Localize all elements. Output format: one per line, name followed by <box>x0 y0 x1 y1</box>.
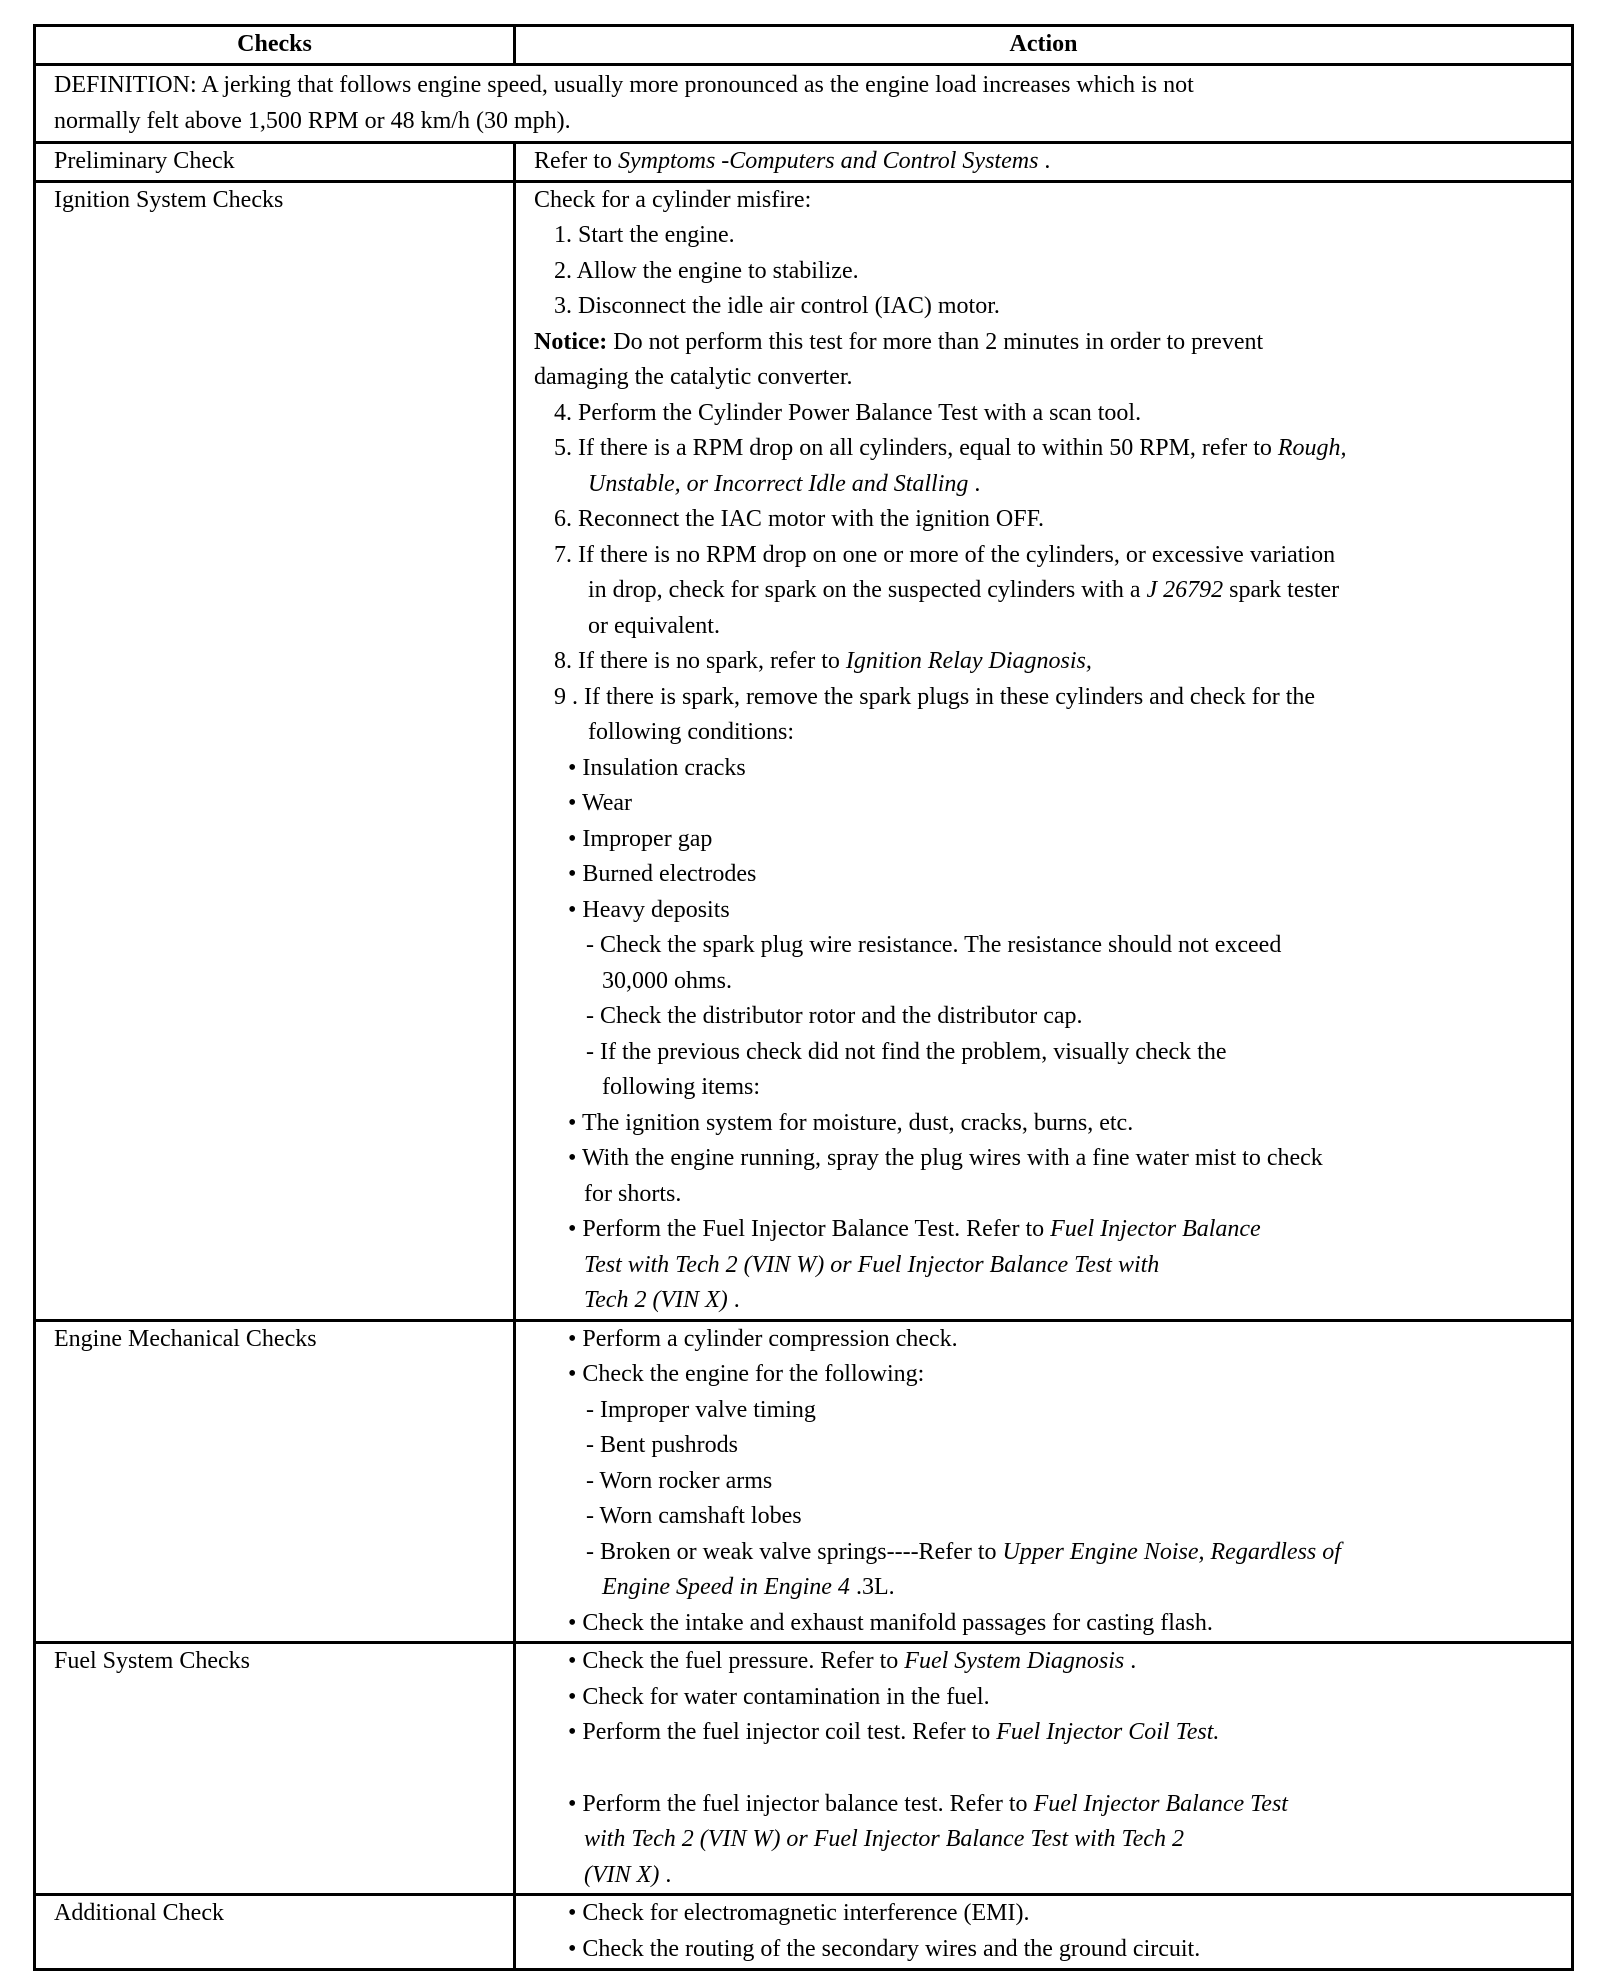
ignition-check-label: Ignition System Checks <box>35 181 515 1320</box>
ignition-notice-line-2: damaging the catalytic converter. <box>534 364 853 390</box>
engine-valve-timing: - Improper valve timing <box>586 1396 816 1423</box>
fuel-injector-coil <box>534 1715 1563 1751</box>
header-row <box>35 26 1573 65</box>
item-injector-text: • Perform the Fuel Injector Balance Test. Refer to <box>568 1216 1051 1242</box>
preliminary-check-label: Preliminary Check <box>35 143 515 182</box>
fuel-water-contamination: • Check for water contamination in the fuel. <box>568 1683 990 1710</box>
definition-row <box>35 65 1573 143</box>
item-injector-reference-part-1: Fuel Injector Balance <box>1050 1216 1261 1242</box>
ignition-step-7-end: or equivalent. <box>588 612 720 639</box>
additional-action <box>515 1895 1573 1970</box>
engine-manifold-passages: • Check the intake and exhaust manifold passages for casting flash. <box>568 1609 1213 1636</box>
fuel-row <box>35 1643 1573 1895</box>
engine-action <box>515 1320 1573 1643</box>
fuel-pressure-end: . <box>1124 1648 1137 1674</box>
preliminary-refer-prefix: Refer to <box>534 148 618 174</box>
step-5-reference-part-1: Rough, <box>1277 435 1347 461</box>
step-5-text: 5. If there is a RPM drop on all cylinders, equal to within 50 RPM, refer to <box>554 435 1278 461</box>
preliminary-action <box>515 143 1573 182</box>
ignition-step-1: 1. Start the engine. <box>554 222 735 248</box>
condition-insulation-cracks: • Insulation cracks <box>568 754 746 781</box>
fuel-check-label: Fuel System Checks <box>35 1643 515 1895</box>
additional-secondary-wires: • Check the routing of the secondary wires and the ground circuit. <box>568 1935 1201 1962</box>
definition-line-1: DEFINITION: A jerking that follows engine speed, usually more pronounced as the engine load increases which is not <box>54 72 1194 98</box>
preliminary-row <box>35 143 1573 182</box>
condition-wear: • Wear <box>568 790 632 816</box>
step-7-tool-suffix: spark tester <box>1223 577 1340 603</box>
condition-improper-gap: • Improper gap <box>568 825 713 852</box>
fuel-injector-balance-end <box>534 1858 1563 1894</box>
preliminary-refer-suffix: . <box>1038 148 1051 174</box>
step-8-reference: Ignition Relay Diagnosis, <box>845 648 1092 674</box>
ignition-step-9: 9 . If there is spark, remove the spark plugs in these cylinders and check for the <box>554 683 1316 710</box>
valve-springs-end: .3L. <box>849 1574 895 1600</box>
engine-camshaft-lobes: - Worn camshaft lobes <box>586 1503 802 1529</box>
step-7-tool-number: J 26792 <box>1146 577 1224 603</box>
ignition-intro: Check for a cylinder misfire: <box>534 186 812 213</box>
notice-label: Notice: <box>534 328 608 355</box>
definition-line-2: normally felt above 1,500 RPM or 48 km/h (30 mph). <box>54 107 571 134</box>
step-7-text: in drop, check for spark on the suspected cylinders with a <box>588 577 1147 603</box>
engine-check-label: Engine Mechanical Checks <box>35 1320 515 1643</box>
ignition-step-5-cont <box>534 467 1563 503</box>
step-8-text: 8. If there is no spark, refer to <box>554 648 846 674</box>
valve-springs-reference-part-1: Upper Engine Noise, Regardless of <box>1002 1538 1341 1565</box>
fuel-injector-balance-text: • Perform the fuel injector balance test. Refer to <box>568 1790 1034 1817</box>
ignition-notice <box>534 325 1563 361</box>
fuel-injector-balance-reference-part-1: Fuel Injector Balance Test <box>1033 1790 1288 1817</box>
item-injector-reference-part-2: Test with Tech 2 (VIN W) or Fuel Injector Balance Test with <box>584 1251 1160 1278</box>
engine-row <box>35 1320 1573 1643</box>
item-water-mist-cont: for shorts. <box>584 1180 682 1207</box>
step-5-end: . <box>968 470 981 497</box>
ignition-step-7-cont <box>534 573 1563 609</box>
ignition-action <box>515 181 1573 1320</box>
ignition-step-3: 3. Disconnect the idle air control (IAC) motor. <box>554 293 1000 319</box>
engine-check-following: • Check the engine for the following: <box>568 1361 925 1387</box>
item-injector-end: . <box>727 1287 740 1313</box>
condition-burned-electrodes: • Burned electrodes <box>568 861 757 887</box>
ignition-step-6: 6. Reconnect the IAC motor with the ignition OFF. <box>554 506 1045 532</box>
step-5-reference-part-2: Unstable, or Incorrect Idle and Stalling <box>588 470 969 497</box>
engine-valve-springs-cont <box>534 1570 1563 1606</box>
fuel-injector-balance-reference-part-3: (VIN X) <box>584 1861 660 1888</box>
checks-header: Checks <box>35 26 515 65</box>
engine-bent-pushrods: - Bent pushrods <box>586 1432 738 1458</box>
engine-compression: • Perform a cylinder compression check. <box>568 1325 958 1352</box>
sub-check-distributor: - Check the distributor rotor and the distributor cap. <box>586 1003 1083 1029</box>
preliminary-reference-link: Symptoms -Computers and Control Systems <box>617 148 1039 174</box>
sub-check-visual-cont: following items: <box>602 1074 760 1100</box>
engine-valve-springs <box>534 1535 1563 1571</box>
diagnosis-table <box>33 24 1574 1971</box>
item-injector-reference-end <box>534 1283 1563 1319</box>
item-water-mist: • With the engine running, spray the plug wires with a fine water mist to check <box>568 1145 1323 1171</box>
ignition-step-8 <box>534 644 1563 680</box>
fuel-injector-balance-suffix: . <box>659 1861 672 1888</box>
fuel-spacer <box>534 1751 1563 1787</box>
item-injector-balance <box>534 1212 1563 1248</box>
item-injector-reference-part-3: Tech 2 (VIN X) <box>584 1287 728 1313</box>
fuel-action <box>515 1643 1573 1895</box>
action-header: Action <box>515 26 1573 65</box>
fuel-pressure-reference: Fuel System Diagnosis <box>904 1648 1125 1674</box>
ignition-step-4: 4. Perform the Cylinder Power Balance Test with a scan tool. <box>554 399 1142 426</box>
fuel-injector-balance <box>534 1787 1563 1823</box>
fuel-pressure <box>534 1644 1563 1680</box>
sub-check-wire-resistance: - Check the spark plug wire resistance. The resistance should not exceed <box>586 932 1282 958</box>
fuel-injector-coil-text: • Perform the fuel injector coil test. Refer to <box>568 1719 997 1745</box>
fuel-pressure-text: • Check the fuel pressure. Refer to <box>568 1648 905 1674</box>
ignition-step-9-cont: following conditions: <box>588 719 794 745</box>
fuel-injector-balance-reference-part-2: with Tech 2 (VIN W) or Fuel Injector Balance Test with Tech 2 <box>584 1826 1184 1852</box>
valve-springs-reference-part-2: Engine Speed in Engine 4 <box>602 1574 850 1600</box>
additional-check-label: Additional Check <box>35 1895 515 1970</box>
engine-rocker-arms: - Worn rocker arms <box>586 1467 773 1494</box>
additional-row <box>35 1895 1573 1970</box>
sub-check-visual: - If the previous check did not find the problem, visually check the <box>586 1038 1227 1065</box>
sub-check-wire-resistance-cont: 30,000 ohms. <box>602 967 733 994</box>
ignition-row <box>35 181 1573 1320</box>
ignition-step-5 <box>534 431 1563 467</box>
definition-cell <box>35 65 1573 143</box>
ignition-step-7: 7. If there is no RPM drop on one or more of the cylinders, or excessive variation <box>554 541 1336 568</box>
condition-heavy-deposits: • Heavy deposits <box>568 896 730 923</box>
ignition-step-2: 2. Allow the engine to stabilize. <box>554 257 859 284</box>
fuel-injector-coil-reference: Fuel Injector Coil Test. <box>996 1719 1220 1745</box>
notice-text: Do not perform this test for more than 2 minutes in order to prevent <box>607 328 1264 355</box>
additional-emi: • Check for electromagnetic interference (EMI). <box>568 1900 1030 1926</box>
valve-springs-text: - Broken or weak valve springs----Refer to <box>586 1538 1003 1565</box>
item-ignition-moisture: • The ignition system for moisture, dust, cracks, burns, etc. <box>568 1109 1134 1136</box>
